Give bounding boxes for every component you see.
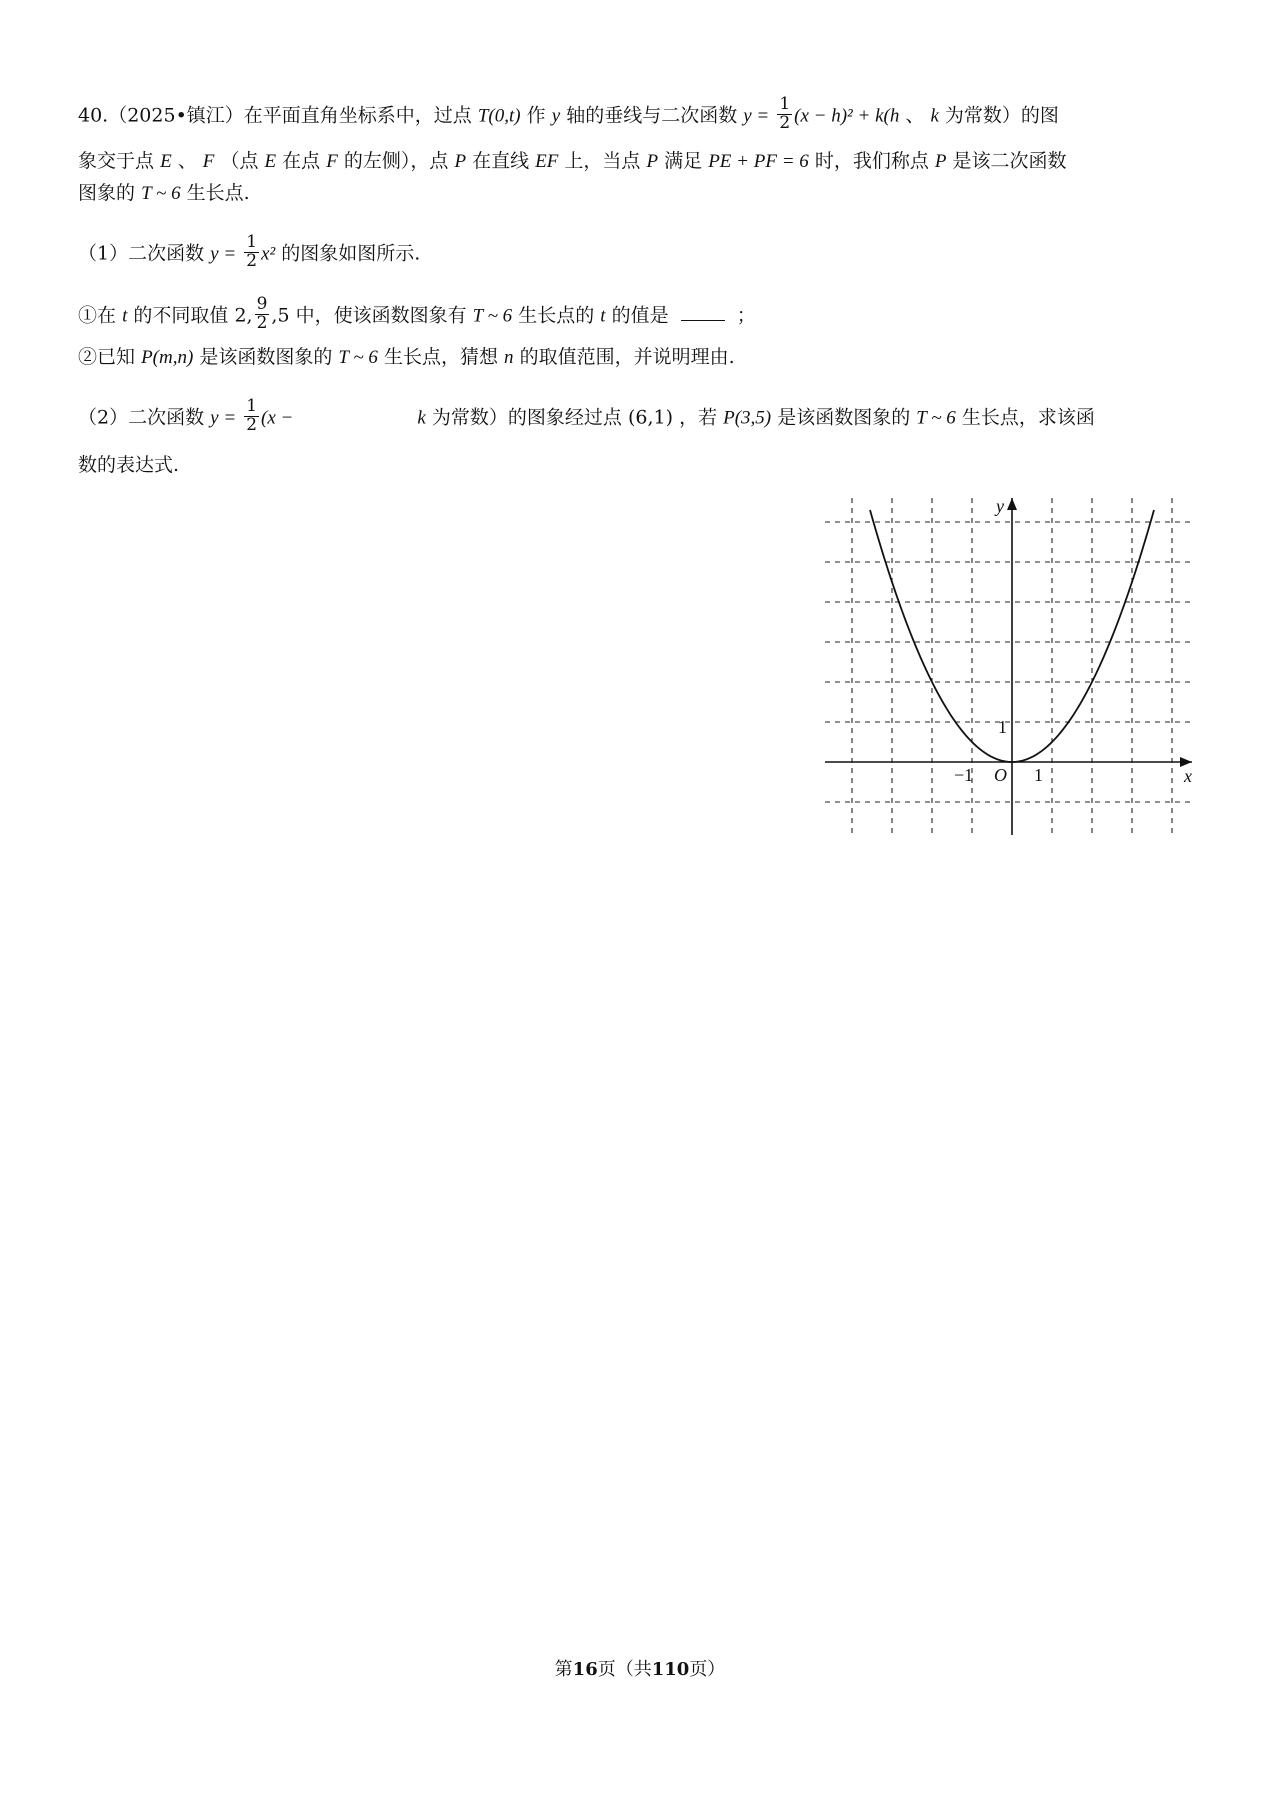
- page-total: 110: [651, 1659, 690, 1680]
- var-t: t: [122, 305, 128, 327]
- var-f: F: [202, 151, 215, 172]
- fraction-half: [244, 398, 259, 435]
- problem-number: 40.: [78, 104, 109, 127]
- text-segment: 的左侧），点: [343, 150, 449, 172]
- page-footer: [0, 1655, 1280, 1681]
- text-segment: 是该函数图象的: [199, 346, 333, 368]
- x-axis-label: x: [1184, 766, 1192, 786]
- equation-expr: (x −: [261, 407, 294, 429]
- text-segment: 为常数）的图象经过点: [431, 406, 622, 429]
- parabola-graph: [820, 490, 1200, 840]
- var-k: k: [417, 407, 426, 429]
- text-segment: 、: [177, 150, 197, 172]
- text-segment: ①在: [78, 304, 117, 327]
- t6-label: T ~ 6: [472, 305, 513, 327]
- text-segment: 为常数）的图: [944, 104, 1059, 127]
- frac-den: 2: [246, 414, 258, 435]
- var-p: P: [454, 151, 467, 172]
- text-segment: 象交于点: [78, 150, 155, 172]
- tick-label-x1: 1: [1034, 765, 1043, 785]
- frac-den: 2: [256, 312, 268, 333]
- text-segment: 满足: [664, 150, 703, 172]
- tick-label-neg1: −1: [954, 765, 974, 785]
- text-segment: 生长点，求该函: [961, 406, 1095, 429]
- point-6-1: (6,1): [627, 406, 674, 429]
- text-segment: 在点: [282, 150, 321, 172]
- text-segment: ，若: [679, 406, 718, 429]
- var-y: y: [551, 105, 561, 127]
- problem-line-2: [78, 152, 1067, 171]
- var-t: t: [600, 305, 606, 327]
- part-2-line-end: [78, 456, 179, 475]
- text-segment: 数的表达式.: [78, 454, 180, 476]
- y-axis-arrow: [1007, 498, 1017, 510]
- frac-num: 1: [246, 396, 258, 416]
- var-ef: EF: [535, 151, 559, 172]
- problem-line-3: [78, 184, 250, 203]
- fraction-half: [244, 234, 259, 271]
- point-p: P(3,5): [723, 407, 772, 429]
- text-segment: 生长点，猜想: [383, 346, 498, 368]
- text-segment: 的图象如图所示.: [281, 242, 421, 265]
- text-segment: 是该函数图象的: [777, 406, 911, 429]
- part-label: （2）二次函数: [78, 406, 205, 429]
- page-number: 16: [572, 1659, 598, 1680]
- frac-num: 1: [246, 232, 258, 252]
- text-segment: 的不同取值: [133, 304, 229, 327]
- footer-text: 第: [554, 1659, 573, 1680]
- axes: [825, 498, 1192, 835]
- text-segment: 图象的: [78, 182, 136, 204]
- text-segment: ；: [736, 304, 756, 327]
- problem-source: （2025•镇江）: [108, 104, 244, 127]
- fraction-nine-halves: [255, 296, 270, 333]
- var-k: k: [930, 105, 939, 127]
- value-list: 2,: [234, 304, 253, 327]
- var-e: E: [264, 151, 277, 172]
- value-list: ,5: [271, 304, 290, 327]
- fraction-half: [777, 96, 792, 133]
- var-p: P: [646, 151, 659, 172]
- text-segment: 时，我们称点: [814, 150, 929, 172]
- footer-text: 页）: [689, 1659, 726, 1680]
- answer-blank[interactable]: [681, 306, 725, 321]
- equation-expr: (x − h)² + k(h: [794, 105, 900, 127]
- point-t: T(0,t): [477, 105, 521, 127]
- text-segment: 的取值范围，并说明理由.: [519, 346, 735, 368]
- question-2-line: [78, 348, 735, 367]
- text-segment: 上，当点: [564, 150, 641, 172]
- equation-lhs: y =: [210, 243, 237, 265]
- frac-num: 9: [256, 294, 268, 314]
- var-f: F: [326, 151, 338, 172]
- text-segment: （点: [220, 150, 259, 172]
- problem-line-1: [78, 94, 1059, 135]
- text-segment: 是该二次函数: [952, 150, 1067, 172]
- footer-text: 页（共: [597, 1659, 652, 1680]
- y-axis-label: y: [996, 496, 1004, 516]
- text-segment: 轴的垂线与二次函数: [566, 104, 738, 127]
- text-segment: 在平面直角坐标系中，过点: [243, 104, 472, 127]
- t6-label: T ~ 6: [338, 347, 378, 368]
- text-segment: 在直线: [472, 150, 530, 172]
- text-segment: 生长点的: [518, 304, 595, 327]
- point-p: P(m,n): [141, 347, 194, 368]
- part-label: （1）二次函数: [78, 242, 205, 265]
- condition-expr: PE + PF = 6: [708, 151, 809, 172]
- dashed-grid: [825, 498, 1192, 835]
- equation-lhs: y =: [210, 407, 237, 429]
- equation-expr: x²: [261, 243, 276, 265]
- text-segment: 中，使该函数图象有: [295, 304, 467, 327]
- var-n: n: [504, 347, 514, 368]
- part-2-line: [78, 396, 1095, 437]
- question-1-line: [78, 294, 756, 335]
- text-segment: ②已知: [78, 346, 136, 368]
- origin-label: O: [994, 765, 1007, 785]
- text-segment: 生长点.: [186, 182, 250, 204]
- t6-label: T ~ 6: [141, 183, 181, 204]
- frac-den: 2: [779, 112, 791, 133]
- var-p: P: [934, 151, 947, 172]
- frac-num: 1: [779, 94, 791, 114]
- tick-label-y1: 1: [998, 717, 1007, 737]
- equation-lhs: y =: [743, 105, 770, 127]
- part-1-line: [78, 232, 421, 273]
- text-segment: 作: [526, 104, 546, 127]
- var-e: E: [160, 151, 172, 172]
- frac-den: 2: [246, 250, 258, 271]
- text-segment: 、: [905, 104, 925, 127]
- t6-label: T ~ 6: [916, 407, 956, 429]
- text-segment: 的值是: [611, 304, 669, 327]
